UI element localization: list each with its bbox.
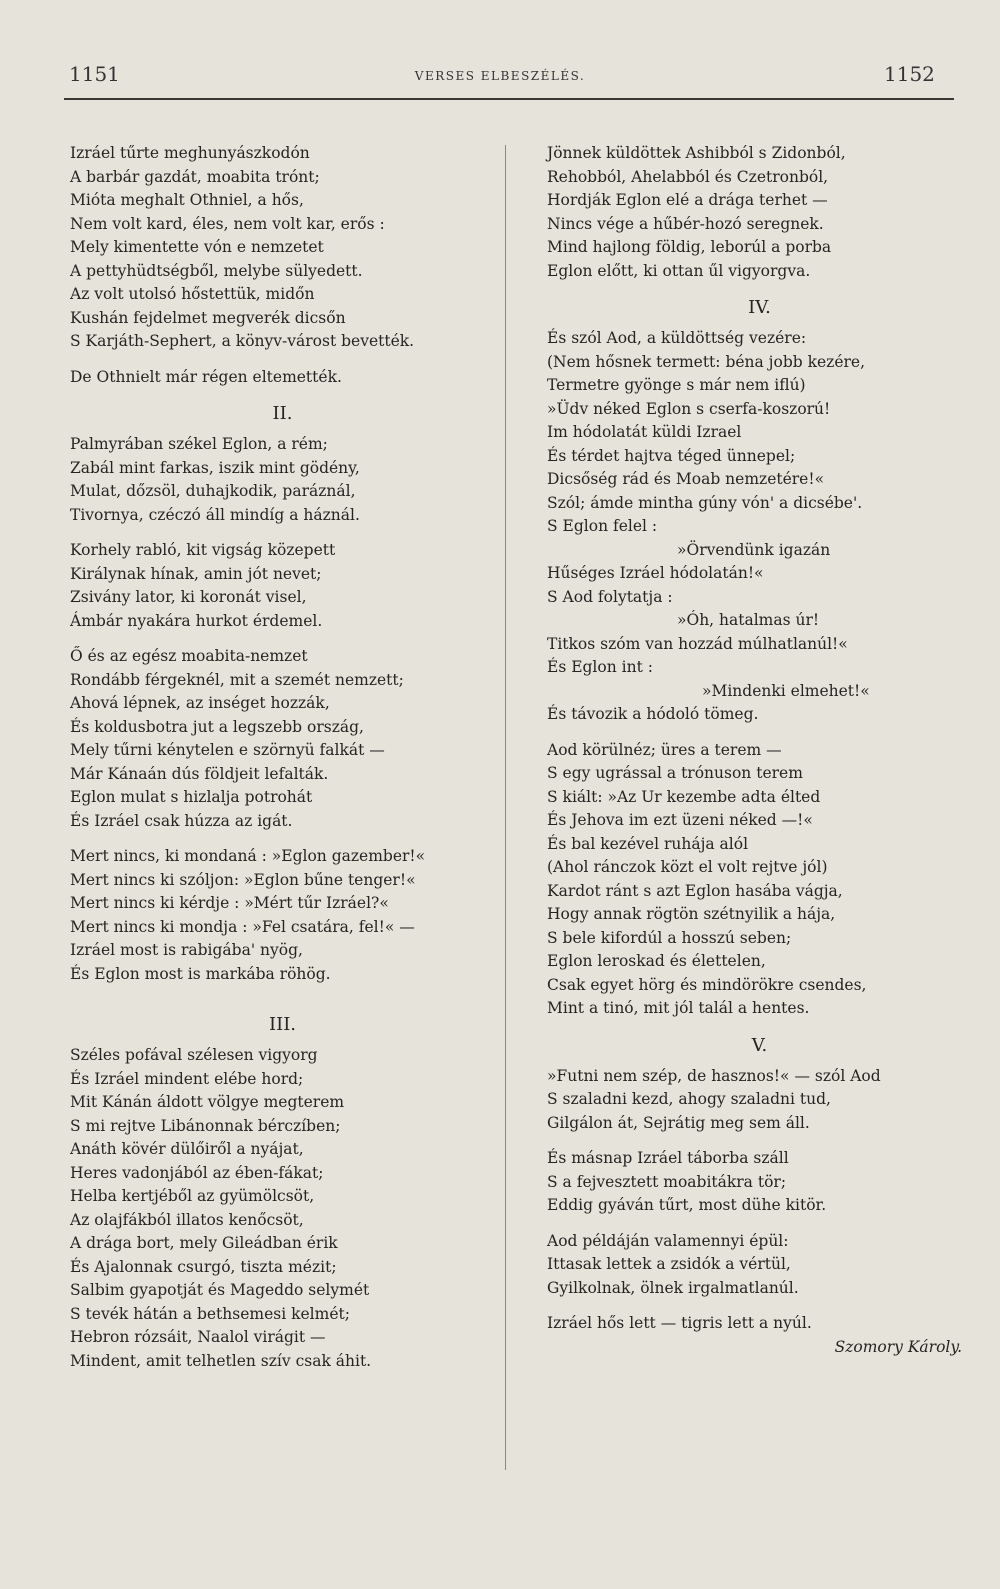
stanza [70, 645, 495, 833]
stanza [70, 366, 495, 390]
verse-line: Mert nincs, ki mondaná : »Eglon gazember!« [70, 847, 426, 865]
verse-line: Hordják Eglon elé a drága terhet — [547, 191, 828, 209]
right-column [547, 142, 972, 1359]
verse-line: Mert nincs ki kérdje : »Mért tűr Izráel?« [70, 894, 389, 912]
verse-line: És másnap Izráel táborba száll [547, 1149, 789, 1167]
verse-line: Anáth kövér dülőiről a nyájat, [70, 1140, 304, 1158]
verse-line: Kardot ránt s azt Eglon hasába vágja, [547, 881, 843, 900]
verse-line: A drága bort, mely Gileádban érik [70, 1234, 338, 1252]
verse-line: Hebron rózsáit, Naalol virágit — [70, 1328, 326, 1346]
verse-line: Jönnek küldöttek Ashibból s Zidonból, [547, 144, 846, 162]
verse-line: És Izráel mindent elébe hord; [70, 1069, 304, 1088]
verse-line: Csak egyet hörg és mindörökre csendes, [547, 975, 867, 994]
verse-line: Hűséges Izráel hódolatán!« [547, 564, 764, 582]
verse-line: »Mindenki elmehet!« [702, 681, 870, 700]
verse-line: Királynak hínak, amin jót nevet; [70, 564, 322, 583]
verse-line: (Ahol ránczok közt el volt rejtve jól) [547, 858, 828, 876]
verse-line: Rehobból, Ahelabból és Czetronból, [547, 167, 829, 186]
verse-line: És távozik a hódoló tömeg. [547, 705, 759, 723]
verse-line: Mert nincs ki mondja : »Fel csatára, fel!« — [70, 917, 415, 936]
verse-line: És Izráel csak húzza az igát. [70, 811, 293, 830]
verse-line: Salbim gyapotját és Mageddo selymét [70, 1281, 370, 1299]
verse-line: S kiált: »Az Ur kezembe adta élted [547, 787, 821, 806]
verse-line: Gilgálon át, Sejrátig meg sem áll. [547, 1113, 810, 1132]
stanza [547, 327, 972, 539]
verse-line: Zsivány lator, ki koronát visel, [70, 588, 307, 606]
verse-line: S szaladni kezd, ahogy szaladni tud, [547, 1090, 831, 1108]
verse-line: S Aod folytatja : [547, 587, 673, 606]
verse-line: Izráel hős lett — tigris lett a nyúl. [547, 1314, 812, 1332]
verse-line: És Eglon int : [547, 658, 653, 676]
verse-line: Heres vadonjából az ében-fákat; [70, 1163, 324, 1182]
verse-line: Titkos szóm van hozzád múlhatlanúl!« [547, 634, 848, 653]
verse-line: S Karjáth-Sephert, a könyv-várost bevették. [70, 332, 415, 350]
left-column [70, 142, 495, 1385]
section-heading-ii: II. [272, 403, 293, 424]
verse-line: És térdet hajtva téged ünnepel; [547, 446, 796, 465]
verse-line: S egy ugrással a trónuson terem [547, 764, 803, 782]
section-heading-v: V. [751, 1034, 768, 1056]
stanza [70, 539, 495, 633]
verse-line: »Futni nem szép, de hasznos!« — szól Aod [547, 1066, 881, 1085]
verse-line: Nem volt kard, éles, nem volt kar, erős : [70, 214, 385, 233]
verse-line: Aod körülnéz; üres a terem — [547, 740, 782, 759]
verse-line: Hogy annak rögtön szétnyilik a hája, [547, 905, 836, 923]
page-header [0, 62, 1000, 96]
verse-line: Palmyrában székel Eglon, a rém; [70, 435, 328, 453]
verse-line: Mint a tinó, mit jól talál a hentes. [547, 999, 810, 1017]
section-heading-iii: III. [268, 1014, 297, 1035]
verse-line: Izráel most is rabigába' nyög, [70, 941, 303, 959]
verse-line: Mióta meghalt Othniel, a hős, [70, 191, 304, 209]
verse-line: Mert nincs ki szóljon: »Eglon bűne tenger!« [70, 870, 416, 889]
column-divider [505, 145, 506, 1470]
verse-line: És koldusbotra jut a legszebb ország, [70, 717, 364, 736]
verse-line: Széles pofával szélesen vigyorg [70, 1046, 318, 1064]
stanza [70, 142, 495, 354]
verse-line: Aod példáján valamennyi épül: [547, 1231, 789, 1250]
verse-line: S bele kifordúl a hosszú seben; [547, 928, 792, 947]
stanza [547, 739, 972, 1021]
stanza [547, 1065, 972, 1136]
right-page-number: 1152 [884, 62, 935, 86]
verse-line: Mind hajlong földig, leborúl a porba [547, 238, 832, 256]
stanza [70, 845, 495, 986]
verse-line: S a fejvesztett moabitákra tör; [547, 1172, 787, 1191]
verse-line: Mely tűrni kénytelen e szörnyü falkát — [70, 741, 385, 759]
verse-line: Nincs vége a hűbér-hozó seregnek. [547, 214, 824, 233]
left-page-number: 1151 [69, 62, 120, 86]
verse-line: Rondább férgeknél, mit a szemét nemzett; [70, 670, 404, 689]
stanza [70, 1044, 495, 1373]
verse-line: Ahová lépnek, az inséget hozzák, [70, 694, 330, 712]
header-rule [64, 98, 954, 100]
verse-line: A pettyhüdtségből, melybe sülyedett. [70, 261, 363, 280]
stanza [547, 142, 972, 283]
stanza [547, 1312, 972, 1336]
verse-line: Eglon előtt, ki ottan űl vigyorgva. [547, 261, 811, 280]
verse-line: Eglon mulat s hizlalja potrohát [70, 788, 313, 806]
stanza [547, 1147, 972, 1218]
verse-line: Mely kimentette vón e nemzetet [70, 238, 324, 256]
verse-line: Kushán fejdelmet megverék dicsőn [70, 308, 346, 327]
verse-line: S Eglon felel : [547, 517, 658, 535]
verse-line: Mulat, dőzsöl, duhajkodik, paráznál, [70, 482, 356, 500]
author-signature: Szomory Károly. [834, 1337, 962, 1356]
verse-line: »Örvendünk igazán [677, 540, 831, 559]
verse-line: Zabál mint farkas, iszik mint gödény, [70, 458, 360, 477]
verse-line: Ittasak lettek a zsidók a vértül, [547, 1255, 791, 1273]
verse-line: Ő és az egész moabita-nemzet [70, 647, 308, 665]
verse-line: Izráel tűrte meghunyászkodón [70, 144, 310, 162]
verse-line: Ámbár nyakára hurkot érdemel. [70, 611, 323, 630]
verse-line: S mi rejtve Libánonnak bérczíben; [70, 1116, 341, 1135]
verse-line: És bal kezével ruhája alól [547, 834, 749, 853]
verse-line: Már Kánaán dús földjeit lefalták. [70, 764, 329, 783]
verse-line: S tevék hátán a bethsemesi kelmét; [70, 1304, 350, 1323]
verse-line: Eddig gyáván tűrt, most dühe kitör. [547, 1196, 827, 1214]
verse-line: (Nem hősnek termett: béna jobb kezére, [547, 352, 866, 371]
verse-line: Az volt utolsó hőstettük, midőn [70, 285, 315, 303]
verse-line: Gyilkolnak, ölnek irgalmatlanúl. [547, 1278, 799, 1297]
verse-line: És szól Aod, a küldöttség vezére: [547, 329, 807, 347]
verse-line: De Othnielt már régen eltemették. [70, 367, 342, 386]
verse-line: »Óh, hatalmas úr! [677, 611, 820, 629]
verse-line: A barbár gazdát, moabita trónt; [70, 167, 320, 186]
verse-line: Az olajfákból illatos kenőcsöt, [70, 1210, 304, 1229]
stanza [547, 1230, 972, 1301]
running-title: VERSES ELBESZÉLÉS. [414, 69, 586, 83]
verse-line: Helba kertjéből az gyümölcsöt, [70, 1187, 315, 1205]
verse-line: Im hódolatát küldi Izrael [547, 423, 742, 441]
verse-line: Szól; ámde mintha gúny vón' a dicsébe'. [547, 493, 863, 512]
verse-line: És Eglon most is markába röhög. [70, 964, 331, 983]
verse-line: »Üdv néked Eglon s cserfa-koszorú! [547, 399, 831, 418]
stanza [547, 703, 972, 727]
verse-line: Mindent, amit telhetlen szív csak áhit. [70, 1351, 372, 1370]
stanza [547, 562, 972, 609]
verse-line: Termetre gyönge s már nem iflú) [547, 376, 806, 394]
verse-line: Mit Kánán áldott völgye megterem [70, 1093, 345, 1111]
stanza [547, 633, 972, 680]
verse-line: És Jehova im ezt üzeni néked —!« [547, 811, 813, 829]
verse-line: Eglon leroskad és élettelen, [547, 952, 766, 970]
verse-line: Tivornya, czéczó áll mindíg a háznál. [70, 505, 360, 524]
verse-line: És Ajalonnak csurgó, tiszta mézit; [70, 1257, 337, 1276]
section-heading-iv: IV. [748, 297, 771, 318]
verse-line: Korhely rabló, kit vigság közepett [70, 541, 336, 559]
verse-line: Dicsőség rád és Moab nemzetére!« [547, 470, 825, 488]
stanza [70, 433, 495, 527]
